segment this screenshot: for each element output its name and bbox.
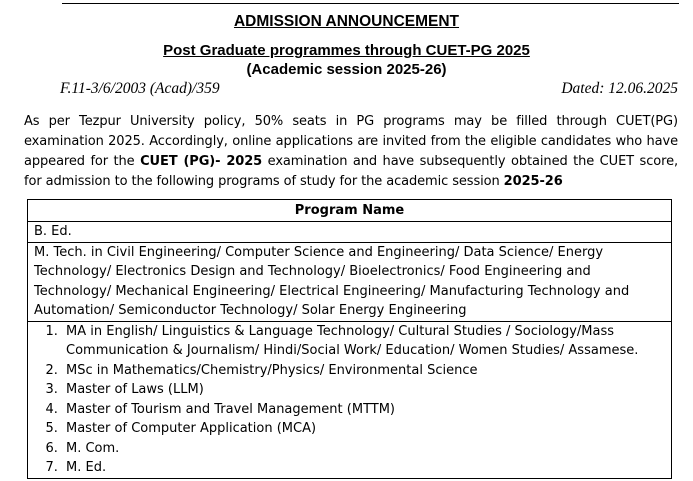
table-header: Program Name [294,203,405,218]
program-table [27,199,672,479]
table-row-bed: B. Ed. [28,221,671,242]
reference-number: F.11-3/6/2003 (Acad)/359 [60,80,220,97]
announcement-subtitle: Post Graduate programmes through CUET-PG 2025 [163,42,530,59]
announcement-title: ADMISSION ANNOUNCEMENT [233,13,460,30]
list-item: 7. M. Ed. [62,458,665,478]
list-item: 3. Master of Laws (LLM) [62,380,665,400]
list-item: 1. MA in English/ Linguistics & Language Technology/ Cultural Studies / Sociology/Mass Communication & Journalism/ Hindi/Social Work/ Education/ Women Studies/ Assamese. [62,322,665,361]
list-item: 6. M. Com. [62,439,665,459]
table-row-mtech: M. Tech. in Civil Engineering/ Computer Science and Engineering/ Data Science/ Energy Technology/ Electronics Design and Technology/ Bioelectronics/ Food Engineering and Technology/ Mechanical Engineering/ Electrical Engineering/ Manufacturing Technology and Automation/ Semiconductor Technology/ Solar Energy Engineering [28,242,671,321]
table-row-programs [28,321,671,478]
announcement-date: Dated: 12.06.2025 [561,80,678,97]
intro-paragraph [24,112,678,192]
list-item: 4. Master of Tourism and Travel Management (MTTM) [62,400,665,420]
intro-bold-exam: CUET (PG)- 2025 [140,154,263,169]
intro-bold-session: 2025-26 [503,174,563,189]
top-rule [62,3,679,4]
intro-text-1: As per Tezpur University policy, 50% seats in PG programs may be filled through CUET(PG) examination 2025. Accordingly, online applications are invited from the eligible candidates who have appeared for the [24,114,678,169]
list-item: 5. Master of Computer Application (MCA) [62,419,665,439]
academic-session: (Academic session 2025-26) [246,61,447,78]
intro-text-2: examination and have subsequently obtained the CUET score, for admission to the following programs of study for the academic session [24,154,679,189]
program-list [34,322,665,478]
list-item: 2. MSc in Mathematics/Chemistry/Physics/ Environmental Science [62,361,665,381]
